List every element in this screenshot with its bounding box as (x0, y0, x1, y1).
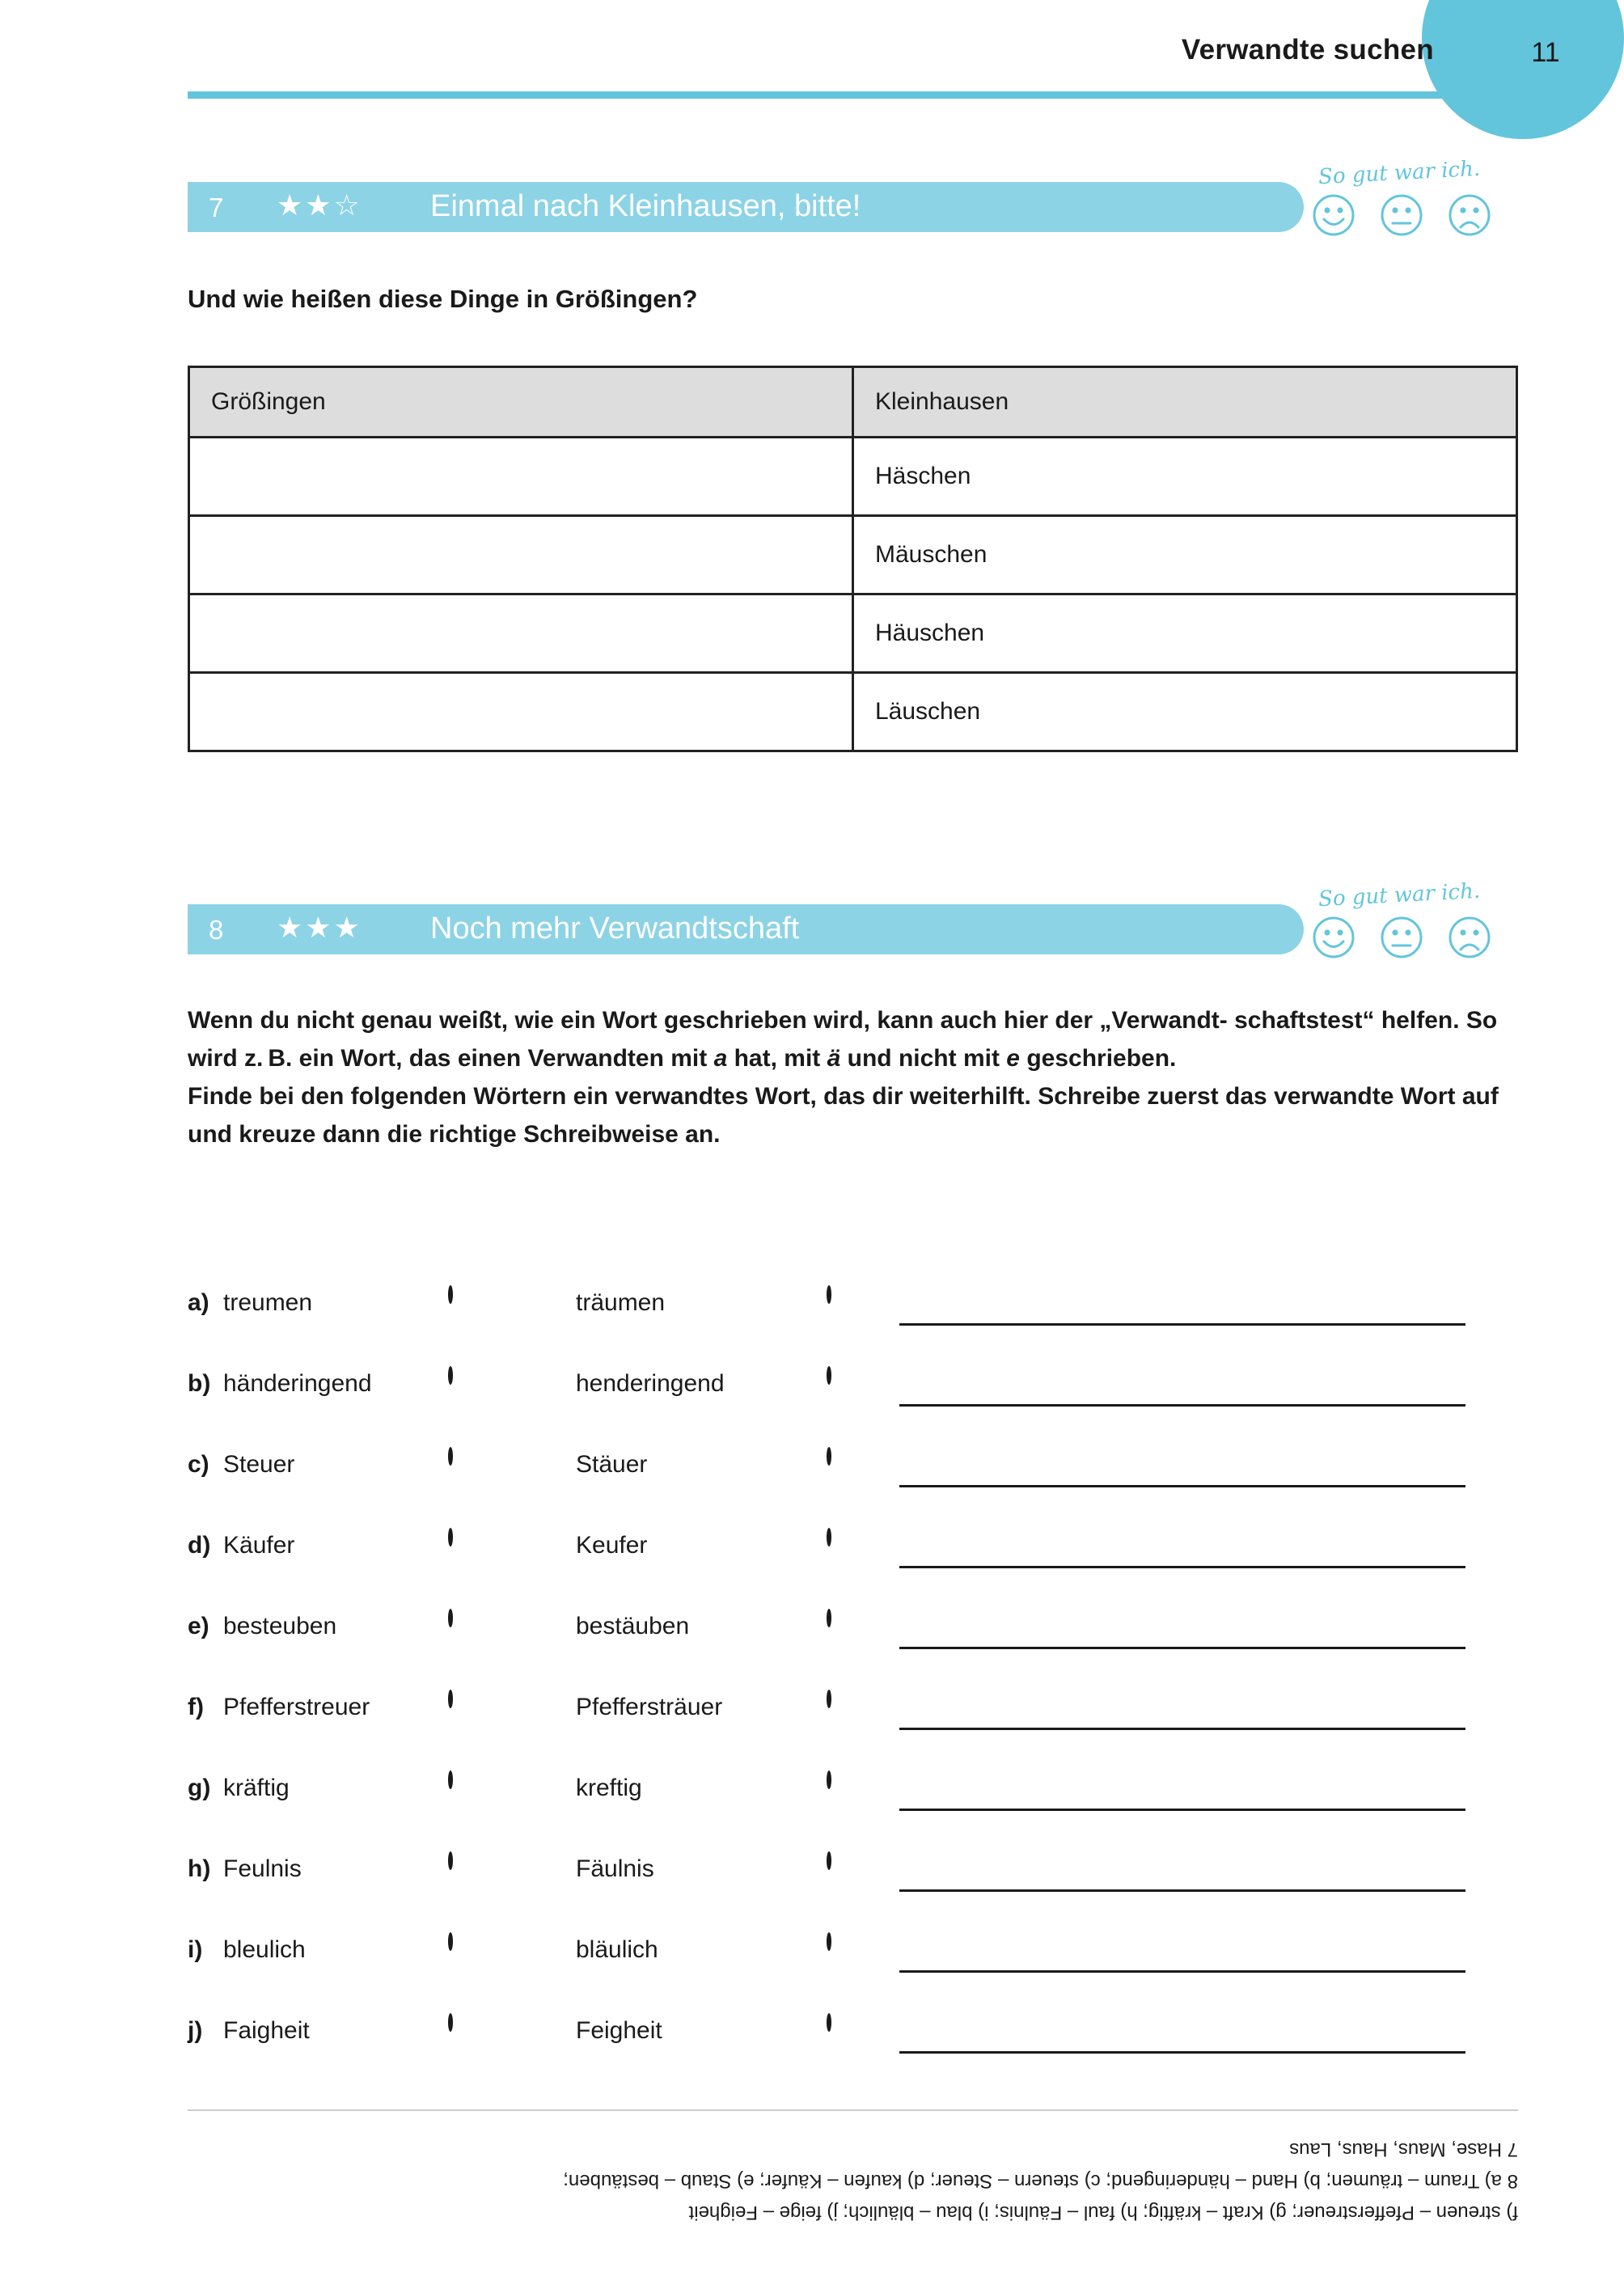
radio-option-a[interactable] (448, 1288, 453, 1302)
example-letter-a: a (713, 1045, 728, 1072)
instruction-line-4: Finde bei den folgenden Wörtern ein verwandtes Wort, das dir weiterhilft. Schreibe zuerst (188, 1083, 1219, 1110)
solution-line-3: 7 Hase, Maus, Haus, Laus (1289, 2139, 1518, 2160)
instruction-line-1: Wenn du nicht genau weißt, wie ein Wort geschrieben wird, kann auch hier der „Verwandt- (188, 1007, 1228, 1034)
item-label: e) (188, 1613, 209, 1639)
item-word-option-b: bläulich (576, 1936, 658, 1963)
sad-face-icon[interactable] (1448, 916, 1491, 959)
exercise-7-self-rating (1294, 156, 1529, 247)
neutral-face-icon[interactable] (1380, 916, 1423, 959)
item-word-option-b: Keufer (576, 1532, 648, 1559)
answer-write-line[interactable] (899, 1889, 1465, 1892)
table-header-row (189, 367, 1517, 438)
table-cell-answer-blank[interactable] (189, 594, 853, 673)
radio-option-b[interactable] (827, 1611, 831, 1626)
exercise-7-difficulty-stars: ★★☆ (277, 188, 362, 222)
table-row (189, 438, 1517, 516)
instruction-line-3-post: geschrieben. (1019, 1045, 1177, 1072)
item-label: f) (188, 1694, 204, 1720)
item-label: b) (188, 1370, 211, 1397)
item-word-option-a: bleulich (223, 1936, 306, 1963)
instruction-line-3-pre: mit (962, 1045, 1007, 1072)
list-item (188, 1836, 1518, 1917)
item-label: a) (188, 1289, 209, 1316)
exercise-7-question: Und wie heißen diese Dinge in Größingen? (188, 285, 698, 313)
example-letter-e: e (1006, 1045, 1020, 1072)
item-label: d) (188, 1532, 211, 1559)
item-label: i) (188, 1936, 203, 1963)
item-word-option-b: bestäuben (576, 1613, 690, 1639)
item-label: c) (188, 1451, 209, 1478)
answer-write-line[interactable] (899, 2051, 1465, 2054)
item-word-option-b: Fäulnis (576, 1855, 654, 1882)
table-cell-word: Häuschen (853, 594, 1517, 673)
item-word-option-a: treumen (223, 1289, 313, 1316)
solution-line-2: 8 a) Traum – träumen; b) Hand – händeringend; c) steuern – Steuer; d) kaufen – Käufer; e) Staub – bestäuben; (563, 2170, 1518, 2192)
page-title: Verwandte suchen (1181, 34, 1434, 66)
solution-line-1: f) streuen – Pfefferstreuer; g) Kraft – kräftig; h) faul – Fäulnis; i) blau – bläulich; j) feige – Feigheit (688, 2202, 1518, 2223)
item-label: j) (188, 2017, 203, 2044)
exercise-7-table (188, 366, 1518, 752)
table-row (189, 594, 1517, 673)
page-number-circle (1422, 0, 1624, 139)
answer-write-line[interactable] (899, 1647, 1465, 1649)
exercise-8-header-bar (188, 904, 1304, 954)
instruction-line-2-mid: hat, mit (727, 1045, 827, 1072)
example-letter-ae: ä (827, 1045, 841, 1072)
list-item (188, 1432, 1518, 1512)
answer-write-line[interactable] (899, 1809, 1465, 1811)
solutions-block (188, 2134, 1518, 2228)
exercise-8-self-rating (1294, 878, 1529, 969)
item-word-option-b: Stäuer (576, 1451, 648, 1478)
radio-option-b[interactable] (827, 1449, 831, 1464)
list-item (188, 1270, 1518, 1351)
item-word-option-a: Pfefferstreuer (223, 1694, 370, 1720)
radio-option-b[interactable] (827, 1288, 831, 1302)
item-word-option-b: träumen (576, 1289, 666, 1316)
radio-option-b[interactable] (827, 2016, 831, 2030)
answer-write-line[interactable] (899, 1485, 1465, 1487)
answer-write-line[interactable] (899, 1566, 1465, 1568)
exercise-8-item-list (188, 1270, 1518, 2079)
page-header (0, 0, 1624, 105)
radio-option-a[interactable] (448, 1773, 453, 1787)
instruction-line-5: das verwandte Wort auf und kreuze dann die richtige Schreibweise an. (188, 1083, 1499, 1148)
radio-option-a[interactable] (448, 1854, 453, 1868)
item-word-option-b: Feigheit (576, 2017, 662, 2044)
item-label: g) (188, 1775, 211, 1801)
neutral-face-icon[interactable] (1380, 193, 1423, 237)
exercise-8-difficulty-stars: ★★★ (277, 911, 362, 944)
table-row (189, 673, 1517, 751)
radio-option-b[interactable] (827, 1369, 831, 1383)
header-divider-rule (188, 91, 1518, 99)
item-word-option-a: Steuer (223, 1451, 295, 1478)
exercise-8-instructions (188, 1001, 1514, 1153)
rating-caption: So gut war ich. (1317, 878, 1481, 912)
item-word-option-a: händeringend (223, 1370, 372, 1397)
radio-option-a[interactable] (448, 2016, 453, 2030)
table-header-groessingen: Größingen (189, 367, 853, 438)
list-item (188, 1351, 1518, 1432)
radio-option-b[interactable] (827, 1530, 831, 1545)
radio-option-b[interactable] (827, 1692, 831, 1707)
table-cell-answer-blank[interactable] (189, 438, 853, 516)
answer-write-line[interactable] (899, 1323, 1465, 1326)
sad-face-icon[interactable] (1448, 193, 1491, 237)
exercise-7-number: 7 (209, 192, 224, 222)
radio-option-a[interactable] (448, 1369, 453, 1383)
answer-write-line[interactable] (899, 1970, 1465, 1973)
rating-caption: So gut war ich. (1317, 156, 1481, 190)
radio-option-a[interactable] (448, 1692, 453, 1707)
table-header-kleinhausen: Kleinhausen (853, 367, 1517, 438)
solutions-divider (188, 2109, 1518, 2111)
radio-option-b[interactable] (827, 1854, 831, 1868)
radio-option-a[interactable] (448, 1935, 453, 1949)
table-row (189, 516, 1517, 594)
exercise-7-header-bar (188, 182, 1304, 232)
exercise-8-number: 8 (209, 915, 224, 945)
item-word-option-a: Faigheit (223, 2017, 310, 2044)
answer-write-line[interactable] (899, 1404, 1465, 1407)
table-cell-answer-blank[interactable] (189, 673, 853, 751)
item-word-option-a: besteuben (223, 1613, 337, 1639)
list-item (188, 1512, 1518, 1593)
radio-option-a[interactable] (448, 1530, 453, 1545)
radio-option-b[interactable] (827, 1935, 831, 1949)
list-item (188, 1674, 1518, 1755)
exercise-7-title: Einmal nach Kleinhausen, bitte! (430, 189, 861, 223)
list-item (188, 1917, 1518, 1998)
table-cell-word: Läuschen (853, 673, 1517, 751)
table-cell-word: Mäuschen (853, 516, 1517, 594)
item-word-option-b: kreftig (576, 1775, 642, 1801)
radio-option-b[interactable] (827, 1773, 831, 1787)
item-word-option-b: Pfeffersträuer (576, 1694, 723, 1720)
item-word-option-b: henderingend (576, 1370, 725, 1397)
table-cell-word: Häschen (853, 438, 1517, 516)
page-number: 11 (1531, 37, 1560, 68)
instruction-line-2-pre: schaftstest“ helfen. So wird z. B. ein Wort, das einen Verwandten mit (188, 1007, 1498, 1072)
item-word-option-a: kräftig (223, 1775, 290, 1801)
list-item (188, 1755, 1518, 1836)
instruction-line-2-post: und nicht (840, 1045, 957, 1072)
happy-face-icon[interactable] (1312, 193, 1355, 237)
item-word-option-a: Käufer (223, 1532, 295, 1559)
list-item (188, 1998, 1518, 2079)
happy-face-icon[interactable] (1312, 916, 1355, 959)
table-cell-answer-blank[interactable] (189, 516, 853, 594)
exercise-8-title: Noch mehr Verwandtschaft (430, 912, 800, 946)
radio-option-a[interactable] (448, 1611, 453, 1626)
list-item (188, 1593, 1518, 1674)
item-word-option-a: Feulnis (223, 1855, 302, 1882)
item-label: h) (188, 1855, 211, 1882)
radio-option-a[interactable] (448, 1449, 453, 1464)
answer-write-line[interactable] (899, 1728, 1465, 1730)
